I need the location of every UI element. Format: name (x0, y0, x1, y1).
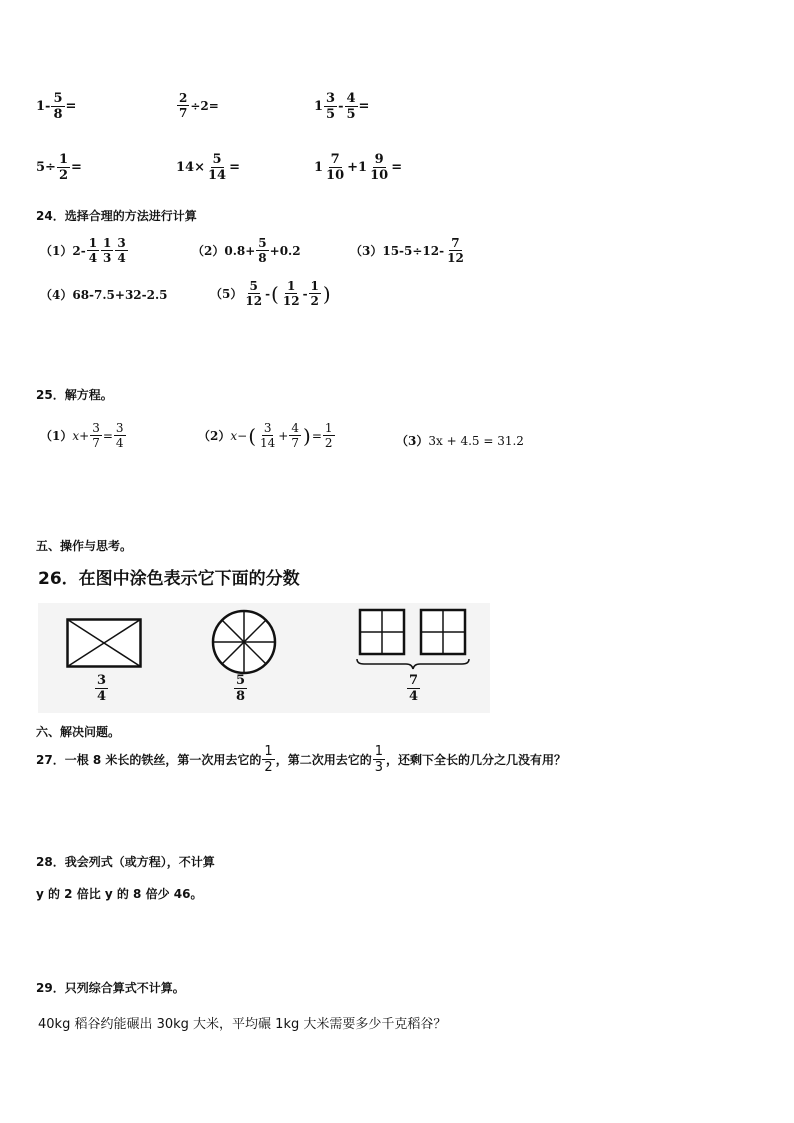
question-29-body: 40kg 稻谷约能碾出 30kg 大米，平均碾 1kg 大米需要多少千克稻谷？ (38, 1017, 447, 1032)
right-paren: ) (303, 423, 311, 448)
rectangle-figure (66, 618, 142, 668)
q24-part-3 (350, 237, 467, 264)
fraction: $\frac{7}{4}$ (409, 673, 419, 704)
fraction: $\frac{3}{4}$ (115, 421, 124, 450)
question-26-title: 26．在图中涂色表示它下面的分数 (38, 569, 300, 589)
expr-text: - (302, 286, 308, 301)
fraction: $\frac{1}{4}$ (88, 236, 98, 265)
expr-text: = (391, 160, 403, 175)
fig2-fraction (233, 674, 248, 703)
fraction: $\frac{9}{10}$ (370, 152, 389, 183)
expr-text: （1）2- (40, 244, 86, 258)
fraction: $\frac{1}{2}$ (58, 152, 68, 183)
question-24-title: 24．选择合理的方法进行计算 (36, 209, 197, 223)
right-paren: ) (322, 281, 331, 306)
fraction: $\frac{3}{4}$ (117, 236, 126, 265)
fraction: $\frac{3}{14}$ (260, 421, 276, 450)
expr-text: 3x + 4.5 = 31.2 (428, 433, 524, 448)
question-27 (36, 745, 566, 774)
circle-figure (210, 608, 278, 676)
question-29-title: 29．只列综合算式不计算。 (36, 981, 185, 995)
expr-text: = (229, 160, 240, 175)
expr-text: +1 (347, 160, 368, 175)
left-paren: ( (271, 281, 279, 306)
expr-text: = (311, 428, 322, 443)
fraction: $\frac{3}{4}$ (97, 673, 107, 704)
fraction: $\frac{1}{3}$ (103, 236, 112, 265)
expr-5-div-1-2 (36, 153, 82, 182)
fraction: $\frac{1}{2}$ (310, 279, 319, 308)
expr-text: = (358, 99, 370, 114)
expr-14-times-5-14 (176, 153, 240, 182)
fraction: $\frac{1}{3}$ (374, 744, 383, 775)
q25-equation-2 (198, 422, 336, 449)
q24-part-5 (210, 280, 332, 307)
fraction: $\frac{1}{2}$ (264, 744, 273, 775)
expr-text: − (237, 428, 248, 443)
expr-text: = (71, 160, 82, 175)
expr-text: + (278, 428, 289, 443)
expr-text: 5÷ (36, 160, 56, 175)
figures-panel (38, 603, 490, 713)
question-25-title: 25．解方程。 (36, 388, 113, 402)
two-squares-figure (354, 606, 474, 672)
fraction: $\frac{5}{12}$ (245, 279, 263, 308)
expr-text: 1 (314, 160, 324, 175)
section-5-heading: 五、操作与思考。 (36, 539, 133, 553)
expr-1-7-10-plus-1-9-10 (314, 153, 402, 182)
expr-2-7-div-2 (176, 92, 219, 119)
variable-x: x (72, 428, 80, 443)
expr-text: 1- (36, 99, 51, 114)
fig3-fraction (406, 674, 421, 703)
expr-1-5-8 (36, 92, 76, 121)
left-paren: ( (248, 423, 257, 448)
fraction: $\frac{3}{5}$ (326, 91, 336, 122)
q25-equation-3 (396, 432, 524, 449)
fraction: $\frac{3}{7}$ (92, 421, 100, 450)
expr-1-3-5-minus-4-5 (314, 92, 369, 121)
q27-text: ，还剩下全长的几分之几没有用？ (385, 753, 566, 767)
fraction: $\frac{5}{8}$ (236, 673, 246, 704)
q27-text: 27．一根 8 米长的铁丝，第一次用去它的 (36, 753, 262, 767)
fraction: $\frac{5}{8}$ (258, 236, 267, 265)
fraction: $\frac{5}{8}$ (53, 91, 63, 122)
fraction: $\frac{1}{12}$ (282, 279, 300, 308)
fig1-fraction (94, 674, 109, 703)
fraction: $\frac{7}{10}$ (326, 152, 345, 183)
expr-text: - (265, 286, 271, 301)
question-28-body: y 的 2 倍比 y 的 8 倍少 46。 (36, 887, 203, 901)
expr-text: （5） (210, 287, 243, 301)
expr-text: = (65, 99, 77, 114)
expr-text: （1） (40, 429, 73, 443)
fraction: $\frac{2}{7}$ (179, 91, 188, 120)
question-28-title: 28．我会列式（或方程），不计算 (36, 855, 215, 869)
section-6-heading: 六、解决问题。 (36, 725, 121, 739)
q25-equation-1 (40, 422, 127, 449)
expr-text: 14× (176, 160, 205, 175)
expr-text: 1 (314, 99, 324, 114)
q24-part-4 (40, 286, 168, 303)
expr-text: （2）0.8+ (192, 244, 256, 258)
expr-text: + (79, 428, 90, 443)
q24-part-2 (192, 237, 301, 264)
expr-text: - (338, 99, 344, 114)
q24-part-1 (40, 237, 129, 264)
expr-text: （3） (396, 434, 429, 448)
q27-text: ，第二次用去它的 (275, 753, 372, 767)
variable-x: x (230, 428, 238, 443)
expr-text: （4）68-7.5+32-2.5 (40, 288, 168, 302)
expr-text: +0.2 (269, 243, 301, 258)
expr-text: （2） (198, 429, 231, 443)
expr-text: （3）15-5÷12- (350, 244, 445, 258)
fraction: $\frac{4}{7}$ (291, 421, 299, 450)
expr-text: ÷2= (190, 98, 219, 113)
fraction: $\frac{1}{2}$ (324, 421, 333, 450)
fraction: $\frac{5}{14}$ (207, 152, 227, 183)
expr-text: = (102, 428, 113, 443)
fraction: $\frac{7}{12}$ (447, 236, 464, 265)
fraction: $\frac{4}{5}$ (346, 91, 356, 122)
